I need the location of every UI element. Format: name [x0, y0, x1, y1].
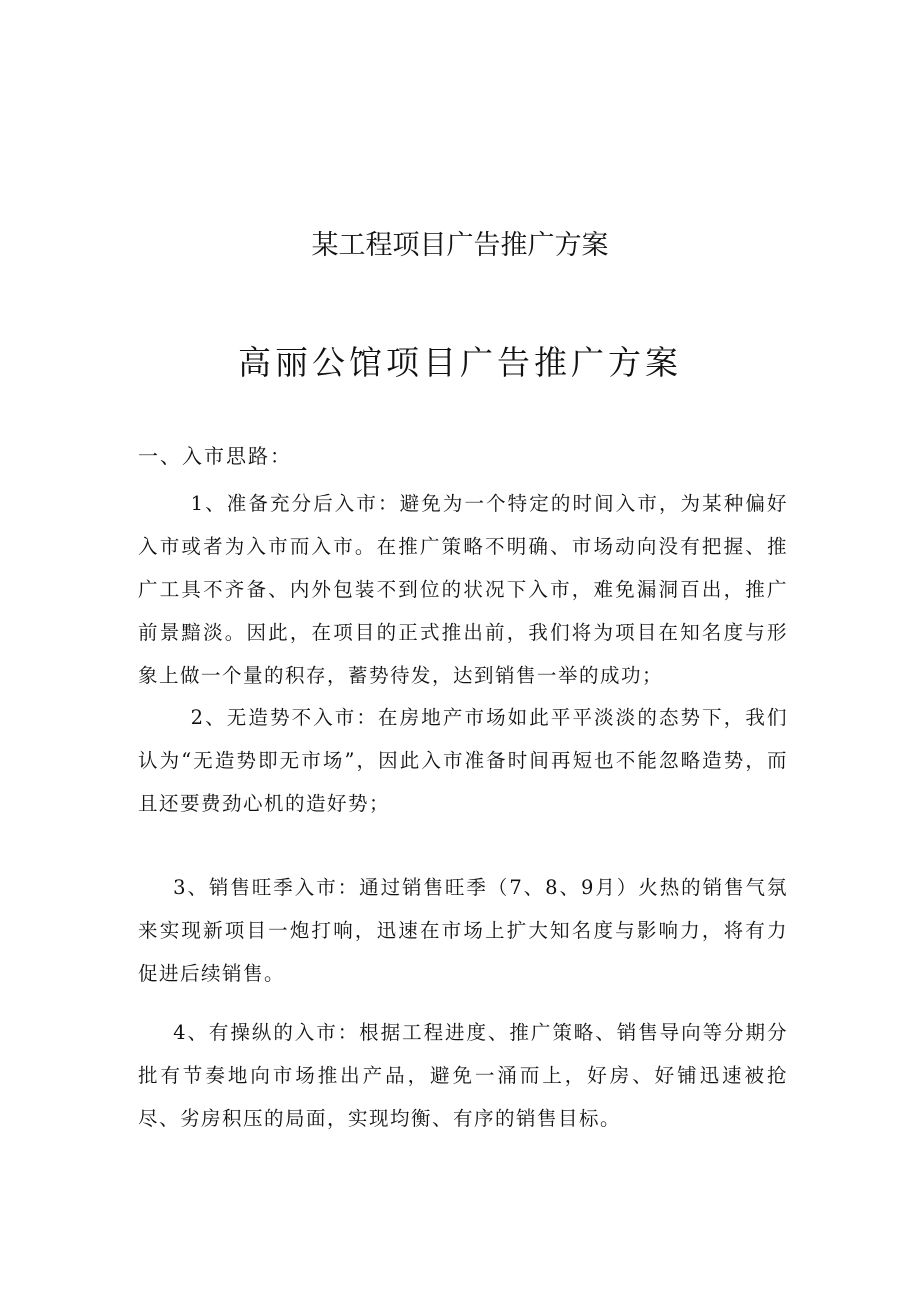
project-title: 高丽公馆项目广告推广方案 — [238, 343, 682, 382]
paragraph-2: 2、无造势不入市：在房地产市场如此平平淡淡的态势下，我们认为“无造势即无市场”，因此入市准备时间再短也不能忽略造势，而且还要费劲心机的造好势； — [138, 706, 788, 815]
paragraph-4: 4、有操纵的入市：根据工程进度、推广策略、销售导向等分期分批有节奏地向市场推出产品，避免一涌而上，好房、好铺迅速被抢尽、劣房积压的局面，实现均衡、有序的销售目标。 — [138, 1021, 788, 1130]
section-heading: 一、入市思路： — [138, 444, 292, 468]
document-title: 某工程项目广告推广方案 — [311, 230, 609, 261]
paragraph-3: 3、销售旺季入市：通过销售旺季（7、8、9月）火热的销售气氛来实现新项目一炮打响，迅速在市场上扩大知名度与影响力，将有力促进后续销售。 — [138, 876, 788, 985]
paragraph-1: 1、准备充分后入市：避免为一个特定的时间入市，为某种偏好入市或者为入市而入市。在推广策略不明确、市场动向没有把握、推广工具不齐备、内外包装不到位的状况下入市，难免漏洞百出，推广前景黯淡。因此，在项目的正式推出前，我们将为项目在知名度与形象上做一个量的积存，蓄势待发，达到销售一举的成功； — [138, 492, 788, 687]
